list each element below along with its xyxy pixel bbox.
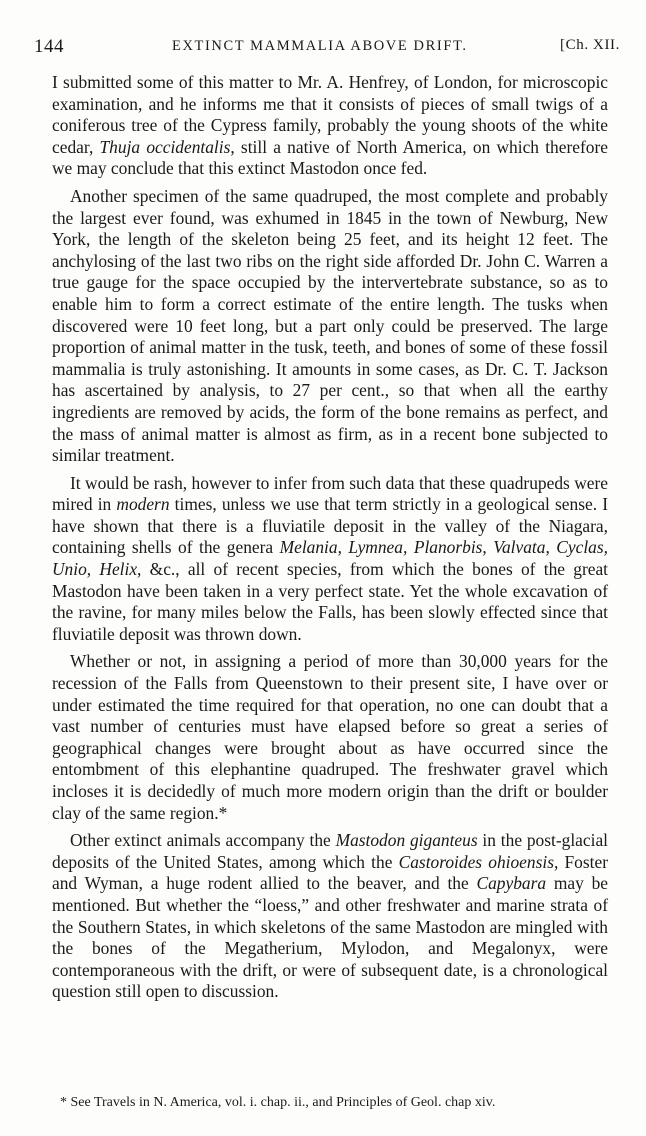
footnote: * See Travels in N. America, vol. i. chap. ii., and Principles of Geol. chap xiv. — [60, 1095, 496, 1110]
text-run: Other extinct animals accompany the — [70, 830, 336, 851]
text-run: times, unless we use that term strictly in a geological sense. I have shown that there is a fluviatile deposit in the valley of the Niagara, containing shells of the genera — [52, 494, 608, 558]
paragraph — [52, 830, 608, 1003]
italic-text-run: modern — [116, 494, 170, 515]
paragraph — [52, 473, 608, 646]
text-run: It would be rash, however to infer from such data that these quadrupeds were mired in — [52, 472, 608, 515]
italic-text-run: Thuja occidentalis — [99, 136, 231, 157]
italic-text-run: Mastodon giganteus — [335, 830, 478, 851]
body-text — [52, 72, 608, 1009]
text-run: Foster and Wyman, a huge rodent allied to the beaver, and the — [52, 851, 608, 894]
chapter-label: [Ch. XII. — [560, 37, 620, 53]
running-head — [34, 36, 620, 58]
paragraph — [52, 72, 608, 180]
text-run: in the post-glacial deposits of the United States, among which the — [52, 830, 608, 872]
italic-text-run: Castoroides ohioensis, — [398, 851, 559, 872]
italic-text-run: Capybara — [476, 873, 547, 894]
text-run: I submitted some of this matter to Mr. A. Henfrey, of London, for microscopic examination, and he informs me that it consists of pieces of small twigs of a coniferous tree of the Cypress family, probably the young shoots of the white cedar, — [52, 72, 608, 157]
italic-text-run: Melania, Lymnea, Planorbis, Valvata, Cyclas, Unio, Helix, — [52, 537, 608, 580]
text-run: Whether or not, in assigning a period of more than 30,000 years for the recession of the Falls from Queenstown to their present site, I have over or under estimated the time required for that operation, no one can doubt that a vast number of centuries must have elapsed before so great a series of geographical changes were brought about as have occurred since the entombment of this elephantine quadruped. The freshwater gravel which incloses it is decidedly of much more modern origin than the drift or boulder clay of the same region.* — [52, 651, 608, 823]
text-run: &c., all of recent species, from which the bones of the great Mastodon have been taken in a very perfect state. Yet the whole excavation of the ravine, for many miles below the Falls, has been slowly effected since that fluviatile deposit was thrown down. — [52, 559, 609, 644]
text-run: may be mentioned. But whether the “loess,” and other freshwater and marine strata of the Southern States, in which skeletons of the same Mastodon are mingled with the bones of the Megatherium, Mylodon, and Megalonyx, were contemporaneous with the drift, or were of subsequent date, is a chronological question still open to discussion. — [52, 873, 608, 1002]
paragraph — [52, 186, 608, 467]
paragraph — [52, 651, 608, 824]
text-run: , still a native of North America, on which therefore we may conclude that this extinct Mastodon once fed. — [52, 136, 608, 179]
text-run: Another specimen of the same quadruped, the most complete and probably the largest ever found, was exhumed in 1845 in the town of Newburg, New York, the length of the skeleton being 25 feet, and its height 12 feet. The anchylosing of the last two ribs on the right side afforded Dr. John C. Warren a true gauge for the space occupied by the intervertebrate substance, so as to enable him to form a correct estimate of the entire length. The tusks when discovered were 10 feet long, but a part only could be preserved. The large proportion of animal matter in the tusk, teeth, and bones of some of these fossil mammalia is truly astonishing. It amounts in some cases, as Dr. C. T. Jackson has ascertained by analysis, to 27 per cent., so that when all the earthy ingredients are removed by acids, the form of the bone remains as perfect, and the mass of animal matter is almost as firm, as in a recent bone subjected to similar treatment. — [52, 185, 608, 466]
page-number: 144 — [34, 36, 64, 57]
running-title: EXTINCT MAMMALIA ABOVE DRIFT. — [172, 38, 468, 54]
